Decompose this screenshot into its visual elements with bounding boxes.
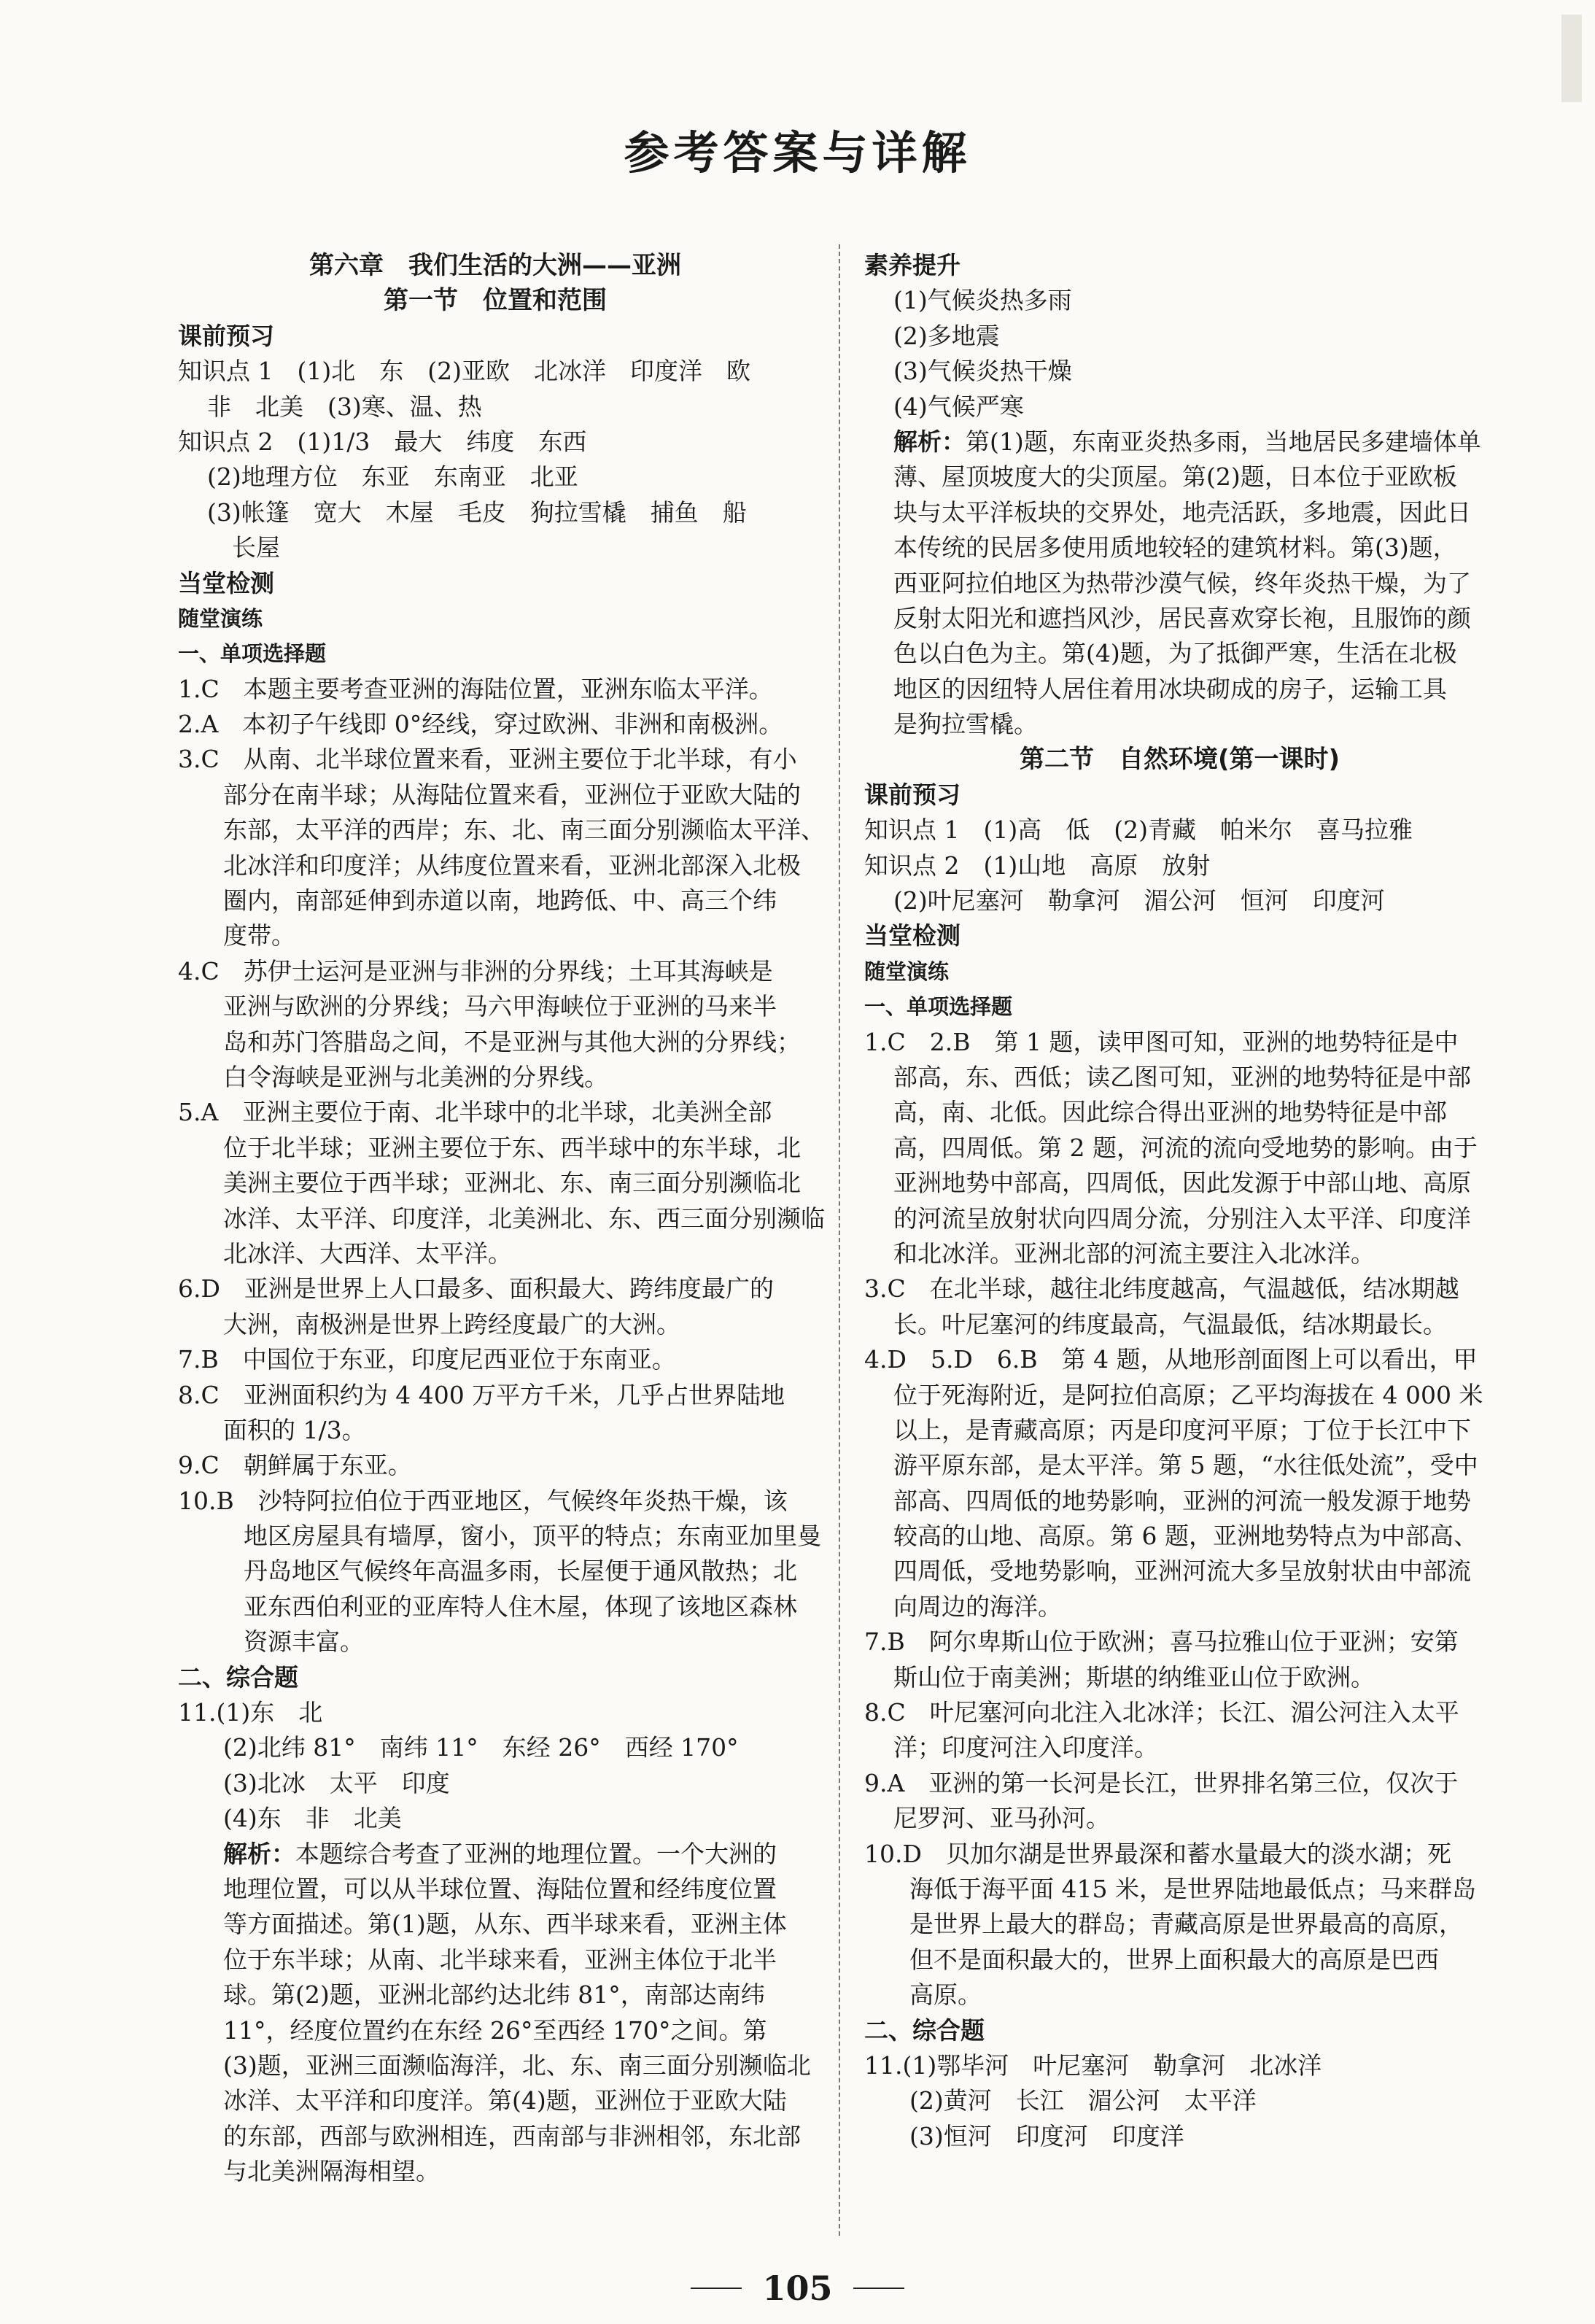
subheading: 二、综合题	[178, 1662, 298, 1692]
answer-line: 7.B 阿尔卑斯山位于欧洲；喜马拉雅山位于亚洲；安第	[864, 1627, 1459, 1657]
answer-line: 四周低，受地势影响，亚洲河流大多呈放射状由中部流	[893, 1557, 1471, 1586]
answer-line: 是狗拉雪橇。	[893, 710, 1038, 739]
footer-dash-right	[853, 2288, 904, 2289]
answer-line: (3)恒河 印度河 印度洋	[909, 2121, 1184, 2150]
answer-line: 亚洲与欧洲的分界线；马六甲海峡位于亚洲的马来半	[223, 992, 777, 1021]
answer-line: (3)北冰 太平 印度	[223, 1768, 450, 1797]
answer-line: 3.C 从南、北半球位置来看，亚洲主要位于北半球，有小	[178, 745, 797, 774]
answer-line: 2.A 本初子午线即 0°经线，穿过欧洲、非洲和南极洲。	[178, 710, 783, 739]
answer-line: 7.B 中国位于东亚，印度尼西亚位于东南亚。	[178, 1345, 676, 1374]
answer-line: 4.D 5.D 6.B 第 4 题，从地形剖面图上可以看出，甲	[864, 1345, 1478, 1374]
answer-line: 5.A 亚洲主要位于南、北半球中的北半球，北美洲全部	[178, 1098, 772, 1127]
answer-line: 岛和苏门答腊岛之间，不是亚洲与其他大洲的分界线；	[223, 1027, 801, 1056]
right-column	[864, 248, 1495, 2154]
subheading: 素养提升	[864, 251, 961, 279]
answer-line: 尼罗河、亚马孙河。	[893, 1804, 1110, 1833]
answer-line: 知识点 2 (1)1/3 最大 纬度 东西	[178, 427, 587, 456]
answer-line: 丹岛地区气候终年高温多雨，长屋便于通风散热；北	[244, 1557, 797, 1586]
answer-line: (2)地理方位 东亚 东南亚 北亚	[207, 462, 578, 492]
answer-line: (2)多地震	[893, 321, 1000, 350]
answer-line: 地区房屋具有墙厚，窗小，顶平的特点；东南亚加里曼	[244, 1522, 821, 1551]
subheading: 当堂检测	[178, 568, 274, 597]
chapter-heading: 第六章 我们生活的大洲——亚洲	[309, 251, 681, 280]
answer-line: 部高，东、西低；读乙图可知，亚洲的地势特征是中部	[893, 1062, 1471, 1091]
answer-line: 游平原东部，是太平洋。第 5 题，“水往低处流”，受中	[893, 1451, 1478, 1480]
answer-line: 冰洋、太平洋和印度洋。第(4)题，亚洲位于亚欧大陆	[223, 2086, 787, 2115]
answer-line: 冰洋、太平洋、印度洋，北美洲北、东、西三面分别濒临	[223, 1204, 825, 1233]
subheading: 课前预习	[864, 780, 961, 809]
page-footer	[0, 2269, 1595, 2308]
answer-line: 1.C 2.B 第 1 题，读甲图可知，亚洲的地势特征是中	[864, 1027, 1459, 1056]
answer-line	[178, 1837, 812, 1872]
answer-line: 非 北美 (3)寒、温、热	[207, 392, 482, 421]
answer-line: 海低于海平面 415 米，是世界陆地最低点；马来群岛	[909, 1874, 1476, 1903]
answer-line: 块与太平洋板块的交界处，地壳活跃，多地震，因此日	[893, 497, 1471, 527]
answer-line: 斯山位于南美洲；斯堪的纳维亚山位于欧洲。	[893, 1662, 1375, 1692]
answer-line: 和北冰洋。亚洲北部的河流主要注入北冰洋。	[893, 1239, 1375, 1268]
answer-line: 亚东西伯利亚的亚库特人住木屋，体现了该地区森林	[244, 1592, 797, 1621]
answer-line: 位于死海附近，是阿拉伯高原；乙平均海拔在 4 000 米	[893, 1380, 1483, 1409]
answer-line: 8.C 叶尼塞河向北注入北冰洋；长江、湄公河注入太平	[864, 1698, 1459, 1727]
answer-line: 的河流呈放射状向四周分流，分别注入太平洋、印度洋	[893, 1204, 1471, 1233]
answer-line: (2)黄河 长江 湄公河 太平洋	[909, 2086, 1257, 2115]
minor-heading: 随堂演练	[178, 605, 263, 631]
minor-heading: 一、单项选择题	[178, 641, 327, 667]
answer-line: 高，南、北低。因此综合得出亚洲的地势特征是中部	[893, 1098, 1447, 1127]
answer-line: (3)帐篷 宽大 木屋 毛皮 狗拉雪橇 捕鱼 船	[207, 497, 747, 527]
column-divider	[839, 244, 840, 2236]
answer-line: 知识点 2 (1)山地 高原 放射	[864, 851, 1211, 880]
footer-dash-left	[691, 2288, 742, 2289]
answer-line: 东部，太平洋的西岸；东、北、南三面分别濒临太平洋、	[223, 816, 825, 845]
answer-text: 第(1)题，东南亚炎热多雨，当地居民多建墙体单	[966, 427, 1481, 456]
answer-line: 西亚阿拉伯地区为热带沙漠气候，终年炎热干燥，为了	[893, 568, 1471, 597]
answer-line: 亚洲地势中部高，四周低，因此发源于中部山地、高原	[893, 1169, 1471, 1198]
left-column	[178, 248, 825, 2189]
answer-line: (4)气候严寒	[893, 392, 1024, 421]
section-heading: 第二节 自然环境(第一课时)	[1019, 745, 1340, 775]
answer-line: 反射太阳光和遮挡风沙，居民喜欢穿长袍，且服饰的颜	[893, 603, 1471, 632]
answer-line: (3)气候炎热干燥	[893, 357, 1072, 386]
section-heading: 第一节 位置和范围	[384, 286, 607, 316]
answer-line: 较高的山地、高原。第 6 题，亚洲地势特点为中部高、	[893, 1522, 1478, 1551]
answer-line: 8.C 亚洲面积约为 4 400 万平方千米，几乎占世界陆地	[178, 1380, 785, 1409]
answer-line: (4)东 非 北美	[223, 1804, 402, 1833]
answer-line: (3)题，亚洲三面濒临海洋，北、东、南三面分别濒临北	[223, 2050, 811, 2080]
answer-line: 11°，经度位置约在东经 26°至西经 170°之间。第	[223, 2015, 767, 2045]
page-title: 参考答案与详解	[624, 126, 971, 179]
minor-heading: 一、单项选择题	[864, 994, 1013, 1020]
answer-line	[864, 425, 1495, 460]
answer-line: 以上，是青藏高原；丙是印度河平原；丁位于长江中下	[893, 1415, 1471, 1444]
answer-line: 色以白色为主。第(4)题，为了抵御严寒，生活在北极	[893, 639, 1457, 668]
answer-text: 本题综合考查了亚洲的地理位置。一个大洲的	[295, 1839, 777, 1868]
answer-line: (1)气候炎热多雨	[893, 286, 1072, 315]
analysis-label: 解析：	[893, 427, 966, 456]
answer-line: 高原。	[909, 1980, 982, 2010]
answer-line: 3.C 在北半球，越往北纬度越高，气温越低，结冰期越	[864, 1274, 1459, 1304]
answer-line: 11.(1)东 北	[178, 1698, 323, 1727]
answer-line: 长屋	[232, 533, 280, 562]
answer-line: 资源丰富。	[244, 1627, 364, 1657]
answer-line: 10.B 沙特阿拉伯位于西亚地区，气候终年炎热干燥，该	[178, 1486, 788, 1515]
answer-line: 地理位置，可以从半球位置、海陆位置和经纬度位置	[223, 1874, 777, 1903]
answer-line: 但不是面积最大的，世界上面积最大的高原是巴西	[909, 1945, 1439, 1974]
answer-line: 等方面描述。第(1)题，从东、西半球来看，亚洲主体	[223, 1910, 787, 1939]
answer-line: 部分在南半球；从海陆位置来看，亚洲位于亚欧大陆的	[223, 780, 801, 809]
subheading: 二、综合题	[864, 2015, 985, 2045]
answer-line: 长。叶尼塞河的纬度最高，气温最低，结冰期最长。	[893, 1309, 1447, 1339]
answer-line: 圈内，南部延伸到赤道以南，地跨低、中、高三个纬	[223, 886, 777, 915]
answer-line: 北冰洋、大西洋、太平洋。	[223, 1239, 512, 1268]
answer-line: 洋；印度河注入印度洋。	[893, 1733, 1158, 1762]
answer-line: 位于北半球；亚洲主要位于东、西半球中的东半球，北	[223, 1133, 801, 1162]
analysis-label: 解析：	[223, 1839, 295, 1868]
subheading: 课前预习	[178, 321, 274, 350]
answer-line: 地区的因纽特人居住着用冰块砌成的房子，运输工具	[893, 674, 1447, 703]
answer-line: 与北美洲隔海相望。	[223, 2157, 440, 2186]
answer-line: 9.C 朝鲜属于东亚。	[178, 1451, 412, 1480]
answer-line: 部高、四周低的地势影响，亚洲的河流一般发源于地势	[893, 1486, 1471, 1515]
page-corner-mark	[1561, 15, 1582, 102]
answer-line: 美洲主要位于西半球；亚洲北、东、南三面分别濒临北	[223, 1169, 801, 1198]
answer-line: 本传统的民居多使用质地较轻的建筑材料。第(3)题，	[893, 533, 1457, 562]
answer-line: 度带。	[223, 921, 295, 950]
answer-line: 面积的 1/3。	[223, 1415, 366, 1444]
subheading: 当堂检测	[864, 921, 961, 950]
answer-line: 9.A 亚洲的第一长河是长江，世界排名第三位，仅次于	[864, 1768, 1459, 1797]
answer-line: 大洲，南极洲是世界上跨经度最广的大洲。	[223, 1309, 680, 1339]
minor-heading: 随堂演练	[864, 958, 950, 984]
answer-line: 10.D 贝加尔湖是世界最深和蓄水量最大的淡水湖；死	[864, 1839, 1451, 1868]
answer-line: 1.C 本题主要考查亚洲的海陆位置，亚洲东临太平洋。	[178, 674, 773, 703]
answer-line: 高，四周低。第 2 题，河流的流向受地势的影响。由于	[893, 1133, 1478, 1162]
answer-line: 白令海峡是亚洲与北美洲的分界线。	[223, 1062, 608, 1091]
answer-line: 4.C 苏伊士运河是亚洲与非洲的分界线；土耳其海峡是	[178, 956, 773, 985]
answer-line: 位于东半球；从南、北半球来看，亚洲主体位于北半	[223, 1945, 777, 1974]
answer-line: 11.(1)鄂毕河 叶尼塞河 勒拿河 北冰洋	[864, 2050, 1322, 2080]
answer-line: 6.D 亚洲是世界上人口最多、面积最大、跨纬度最广的	[178, 1274, 774, 1304]
answer-line: 向周边的海洋。	[893, 1592, 1062, 1621]
answer-line: 北冰洋和印度洋；从纬度位置来看，亚洲北部深入北极	[223, 851, 801, 880]
answer-line: 知识点 1 (1)北 东 (2)亚欧 北冰洋 印度洋 欧	[178, 357, 750, 386]
answer-line: (2)北纬 81° 南纬 11° 东经 26° 西经 170°	[223, 1733, 739, 1762]
answer-line: (2)叶尼塞河 勒拿河 湄公河 恒河 印度河	[893, 886, 1385, 915]
answer-line: 是世界上最大的群岛；青藏高原是世界最高的高原，	[909, 1910, 1463, 1939]
answer-line: 球。第(2)题，亚洲北部约达北纬 81°，南部达南纬	[223, 1980, 765, 2010]
page-number: 105	[762, 2269, 833, 2308]
answer-line: 知识点 1 (1)高 低 (2)青藏 帕米尔 喜马拉雅	[864, 816, 1413, 845]
answer-line: 薄、屋顶坡度大的尖顶屋。第(2)题，日本位于亚欧板	[893, 462, 1457, 492]
answer-line: 的东部，西部与欧洲相连，西南部与非洲相邻，东北部	[223, 2121, 801, 2150]
